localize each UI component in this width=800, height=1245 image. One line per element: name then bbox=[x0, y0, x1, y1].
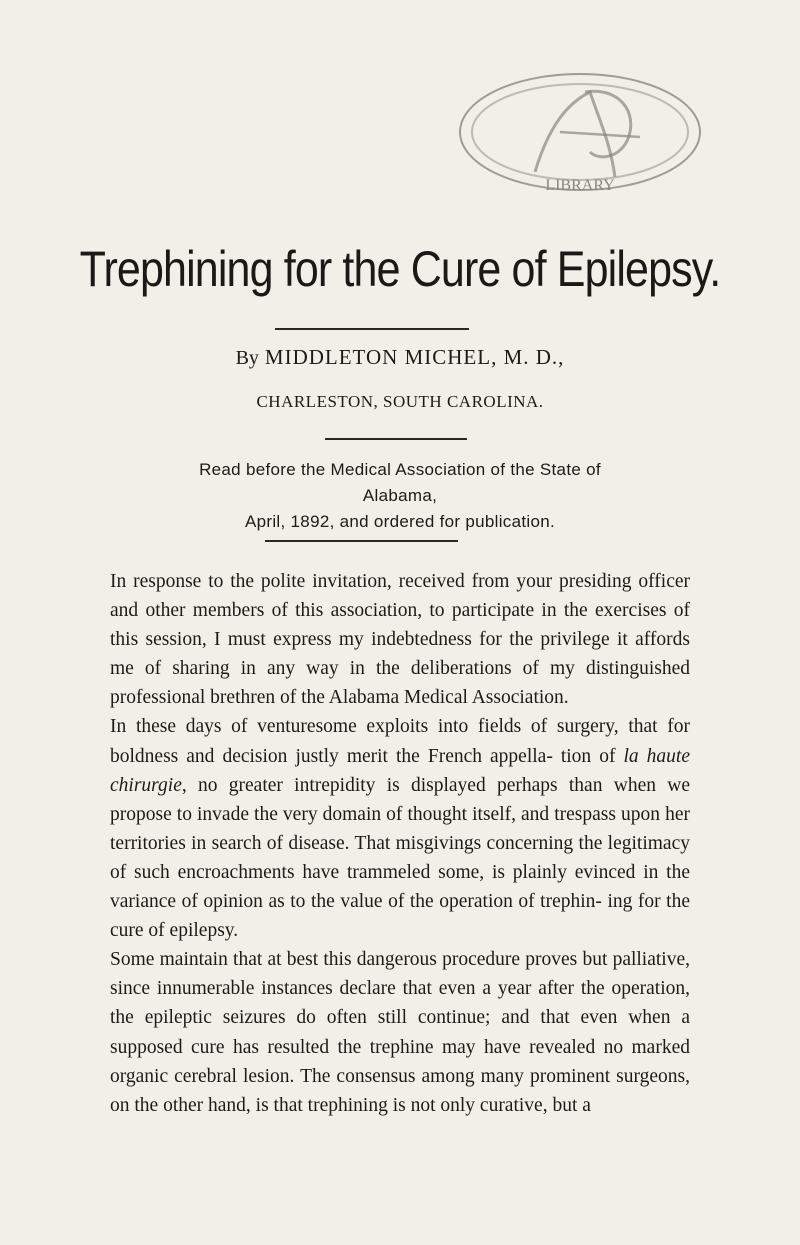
article-body bbox=[110, 567, 690, 1120]
byline bbox=[0, 345, 800, 370]
italic-phrase: la haute chirurgie bbox=[110, 745, 690, 796]
publication-note bbox=[160, 457, 640, 535]
page-title: Trephining for the Cure of Epilepsy. bbox=[79, 241, 721, 297]
author-location: CHARLESTON, SOUTH CAROLINA. bbox=[256, 392, 544, 411]
body-paragraph: In response to the polite invitation, received from your presiding officer and other members of this association, to participate in the exercises of this session, I must express my indebtedness for the privilege it affords me of sharing in any way in the deliberations of my distinguished professional brethren of the Alabama Medical Association. bbox=[110, 571, 690, 709]
body-text-run: , no greater intrepidity is displayed perhaps than when we propose to invade the very domain of thought itself, and trespass upon her territories in search of disease. That misgivings concerning the legitimacy of such encroachments have trammeled some, is plainly evinced in the variance of opinion as to the value of the operation of trephin- ing for the cure of epilepsy. bbox=[110, 774, 690, 942]
stamp-label: LIBRARY bbox=[545, 177, 615, 194]
body-paragraph bbox=[110, 712, 690, 945]
library-stamp-icon bbox=[440, 62, 720, 212]
author-name: MIDDLETON MICHEL, M. D., bbox=[264, 345, 565, 369]
publication-note-line: April, 1892, and ordered for publication. bbox=[245, 512, 555, 531]
divider-rule bbox=[275, 328, 469, 330]
byline-prefix: By bbox=[235, 347, 259, 369]
publication-note-line: Read before the Medical Association of the State of Alabama, bbox=[199, 460, 601, 505]
divider-rule bbox=[265, 540, 458, 542]
body-text-run: In these days of venturesome exploits into fields of surgery, that for boldness and decision justly merit the French appella- tion of bbox=[110, 716, 690, 767]
divider-rule bbox=[325, 438, 467, 440]
body-paragraph: Some maintain that at best this dangerous procedure proves but palliative, since innumerable instances declare that even a year after the operation, the epileptic seizures do often still continue; and that even when a supposed cure has resulted the trephine may have revealed no marked organic cerebral lesion. The consensus among many prominent surgeons, on the other hand, is that trephining is not only curative, but a bbox=[110, 949, 690, 1116]
